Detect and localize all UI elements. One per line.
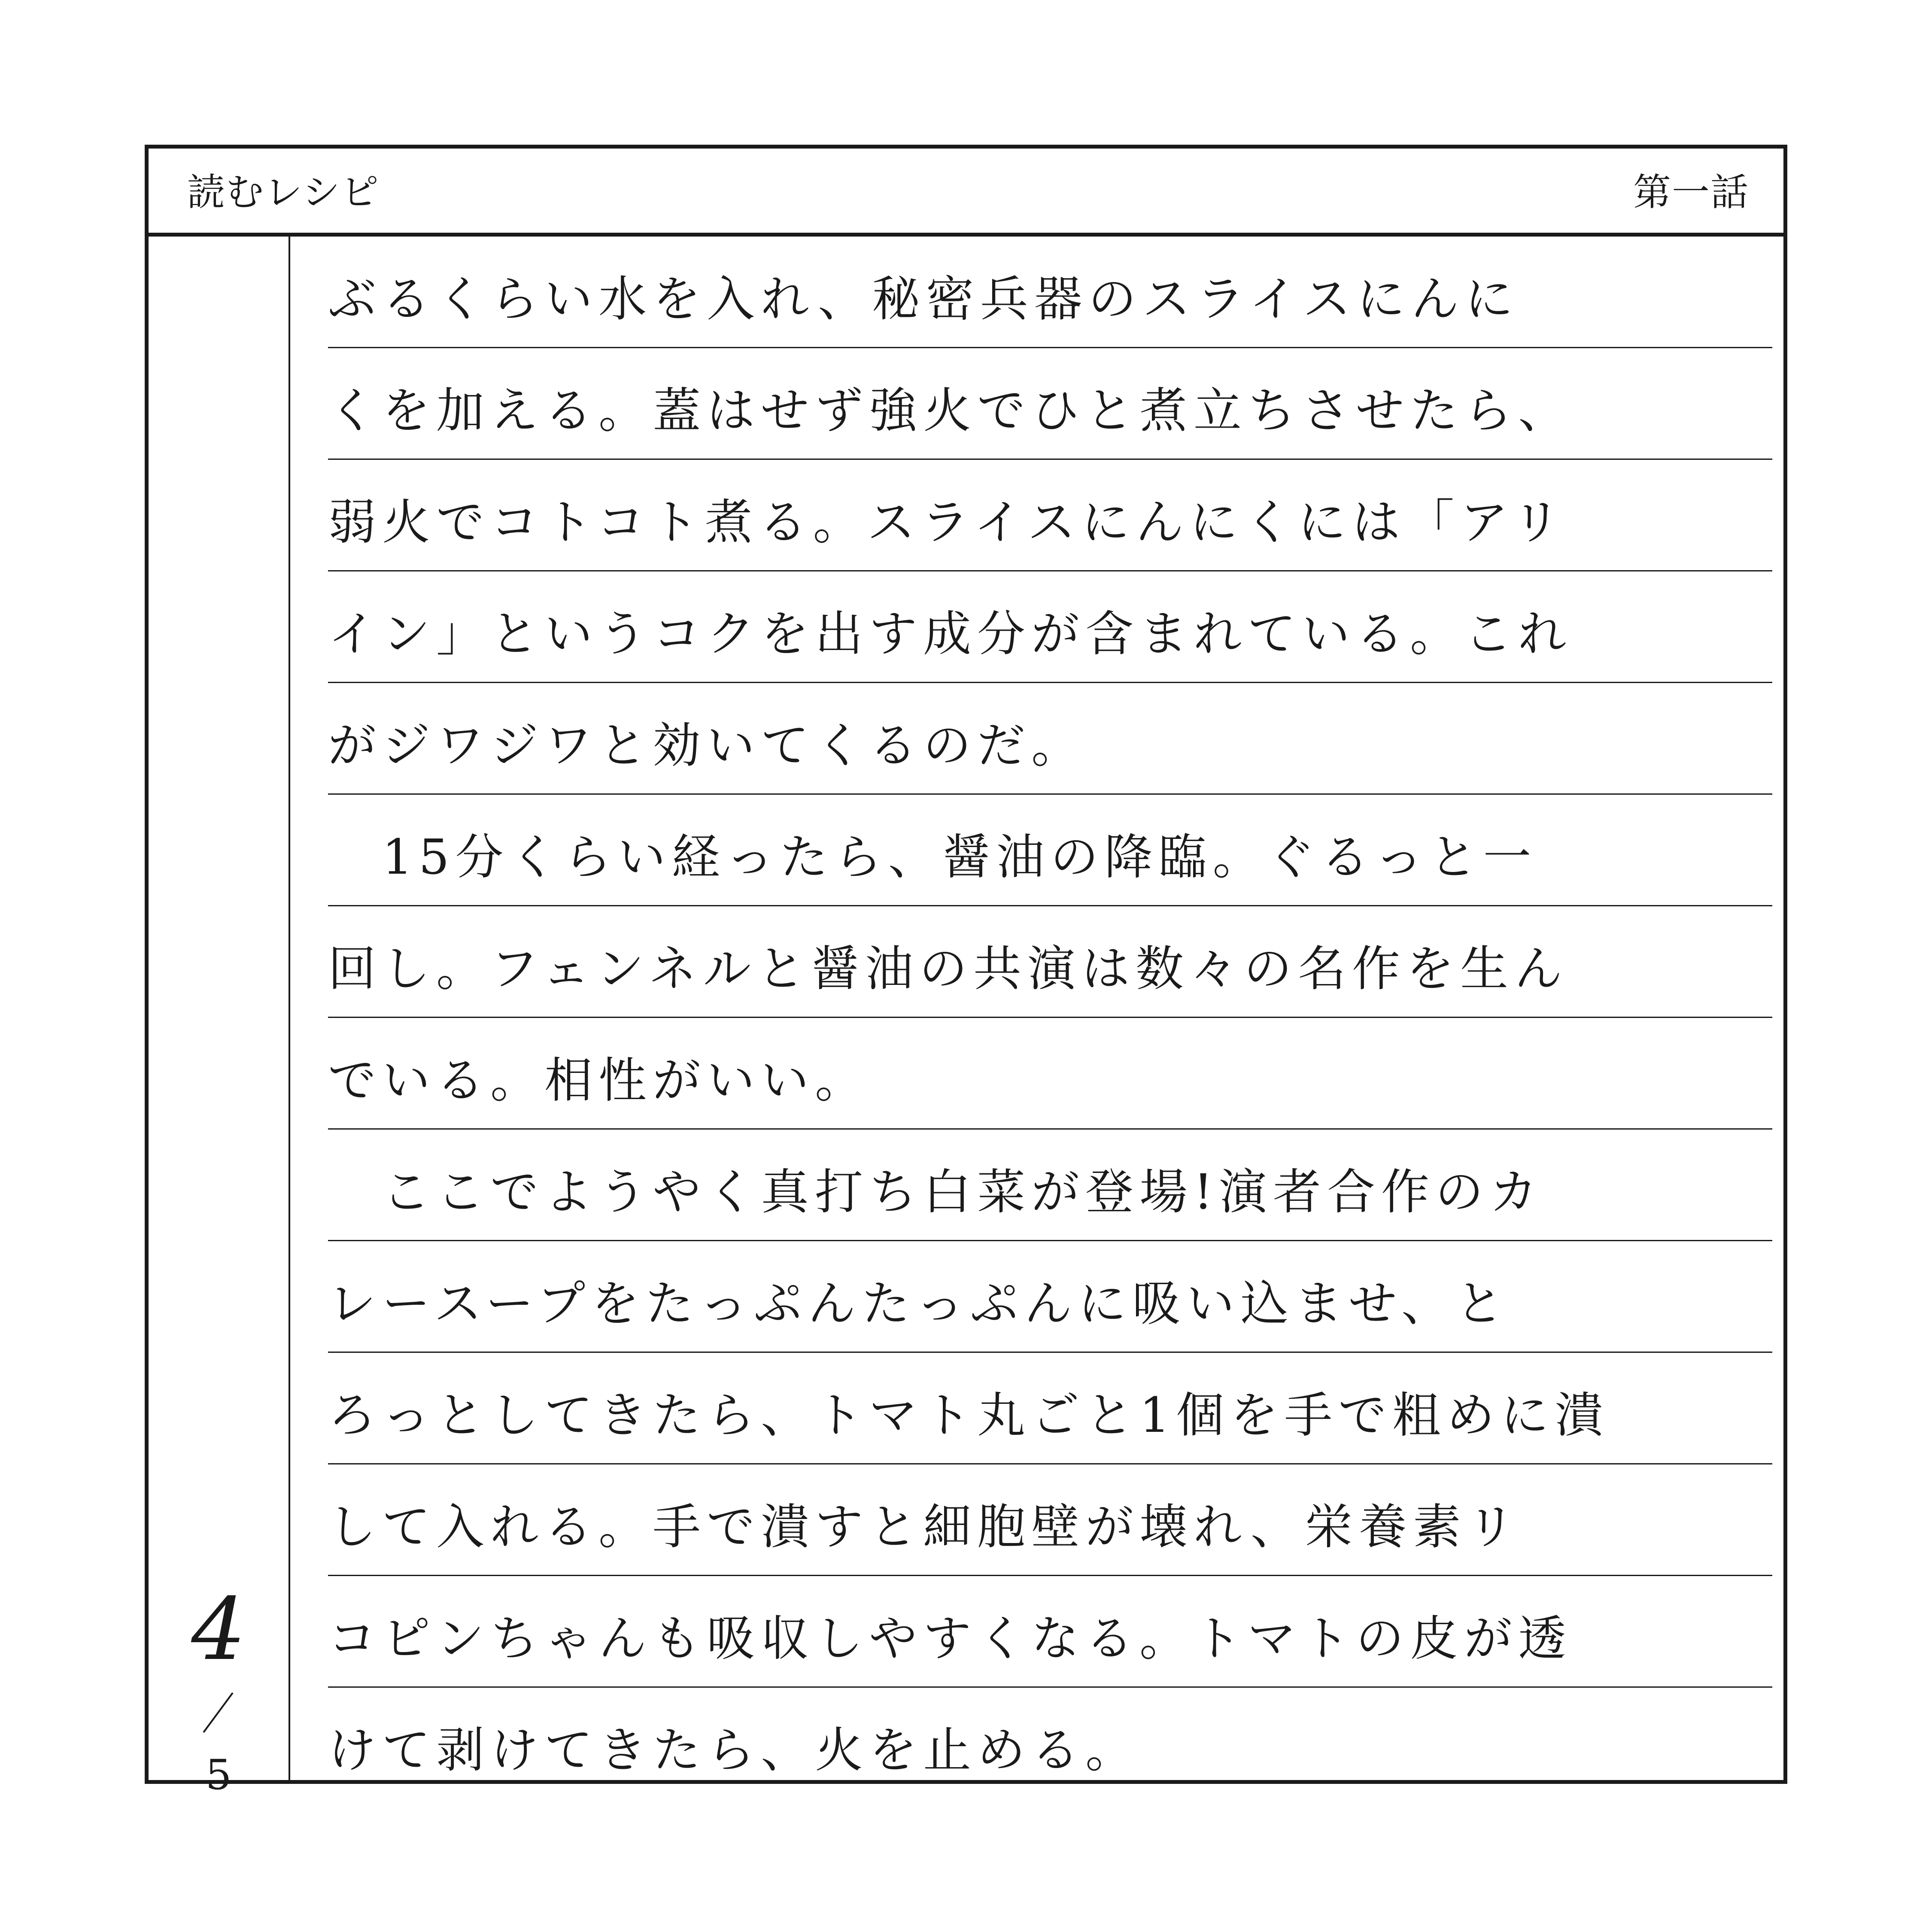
- page-frame: [145, 145, 1787, 1799]
- text-line: して入れる。手で潰すと細胞壁が壊れ、栄養素リ: [328, 1464, 1772, 1576]
- text-line: コピンちゃんも吸収しやすくなる。トマトの皮が透: [328, 1576, 1772, 1688]
- page-number-column: [149, 237, 290, 1799]
- recipe-text: [328, 237, 1772, 1799]
- page-number-total: 5: [205, 1751, 232, 1799]
- text-line: がジワジワと効いてくるのだ。: [328, 683, 1772, 795]
- text-line: ぶるくらい水を入れ、秘密兵器のスライスにんに: [328, 237, 1772, 348]
- episode-title: 第一話: [1633, 170, 1749, 214]
- text-line: けて剥けてきたら、火を止める。: [328, 1722, 1139, 1778]
- text-line: でいる。相性がいい。: [328, 1018, 1772, 1130]
- text-line: レースープをたっぷんたっぷんに吸い込ませ、と: [328, 1241, 1772, 1353]
- header-bar: [149, 149, 1783, 237]
- text-line: 回し。フェンネルと醤油の共演は数々の名作を生ん: [328, 906, 1772, 1018]
- text-line: ここでようやく真打ち白菜が登場!演者合作のカ: [328, 1130, 1772, 1241]
- series-title: 読むレシピ: [187, 170, 380, 214]
- text-line: ろっとしてきたら、トマト丸ごと1個を手で粗めに潰: [328, 1353, 1772, 1464]
- text-line: 弱火でコトコト煮る。スライスにんにくには「アリ: [328, 460, 1772, 571]
- text-line: イン」というコクを出す成分が含まれている。これ: [328, 571, 1772, 683]
- text-line: 15分くらい経ったら、醤油の降臨。ぐるっと一: [328, 795, 1772, 906]
- page-number-current: 4: [191, 1580, 246, 1680]
- text-line: くを加える。蓋はせず強火でひと煮立ちさせたら、: [328, 348, 1772, 460]
- page-number-slash: [201, 1691, 235, 1734]
